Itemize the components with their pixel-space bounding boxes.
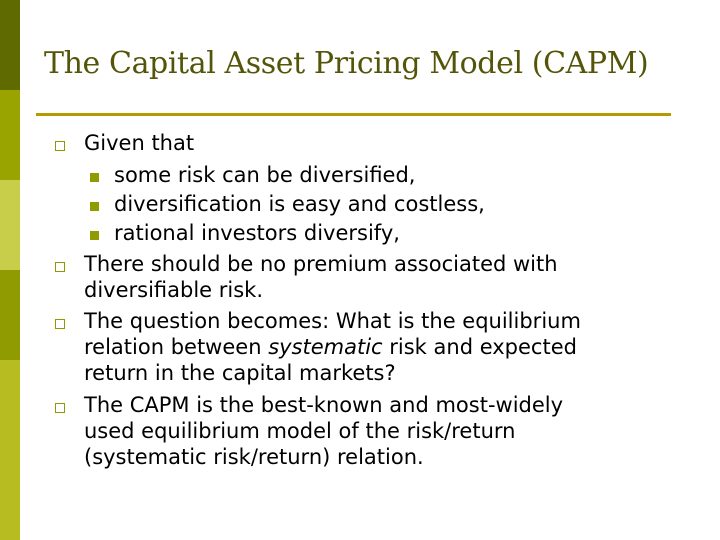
emphasized-text: systematic	[268, 335, 383, 359]
filled-square-bullet-icon	[90, 202, 99, 211]
filled-square-bullet-icon	[90, 231, 99, 240]
sub-bullet-text: some risk can be diversified,	[114, 163, 416, 187]
slide-title: The Capital Asset Pricing Model (CAPM)	[44, 46, 649, 81]
bullet-text-line: The question becomes: What is the equilibrium	[84, 309, 581, 333]
bullet-text-line: The CAPM is the best-known and most-widely	[84, 393, 564, 417]
hollow-square-bullet-icon	[55, 141, 65, 151]
filled-square-bullet-icon	[90, 173, 99, 182]
bullet-text-line: (systematic risk/return) relation.	[84, 445, 424, 469]
text-run: risk and expected	[382, 335, 577, 359]
bullet-text: Given that	[84, 131, 195, 155]
bullet-text-line	[84, 334, 684, 360]
bullet-text-line: diversifiable risk.	[84, 278, 264, 302]
sub-bullet-text: diversification is easy and costless,	[114, 192, 485, 216]
bullet-text-line: There should be no premium associated with	[84, 252, 558, 276]
hollow-square-bullet-icon	[55, 319, 65, 329]
bullet-text-line: used equilibrium model of the risk/return	[84, 419, 516, 443]
hollow-square-bullet-icon	[55, 403, 65, 413]
bullet-text-line: return in the capital markets?	[84, 361, 396, 385]
hollow-square-bullet-icon	[55, 262, 65, 272]
sub-bullet-text: rational investors diversify,	[114, 221, 400, 245]
text-run: relation between	[84, 335, 269, 359]
